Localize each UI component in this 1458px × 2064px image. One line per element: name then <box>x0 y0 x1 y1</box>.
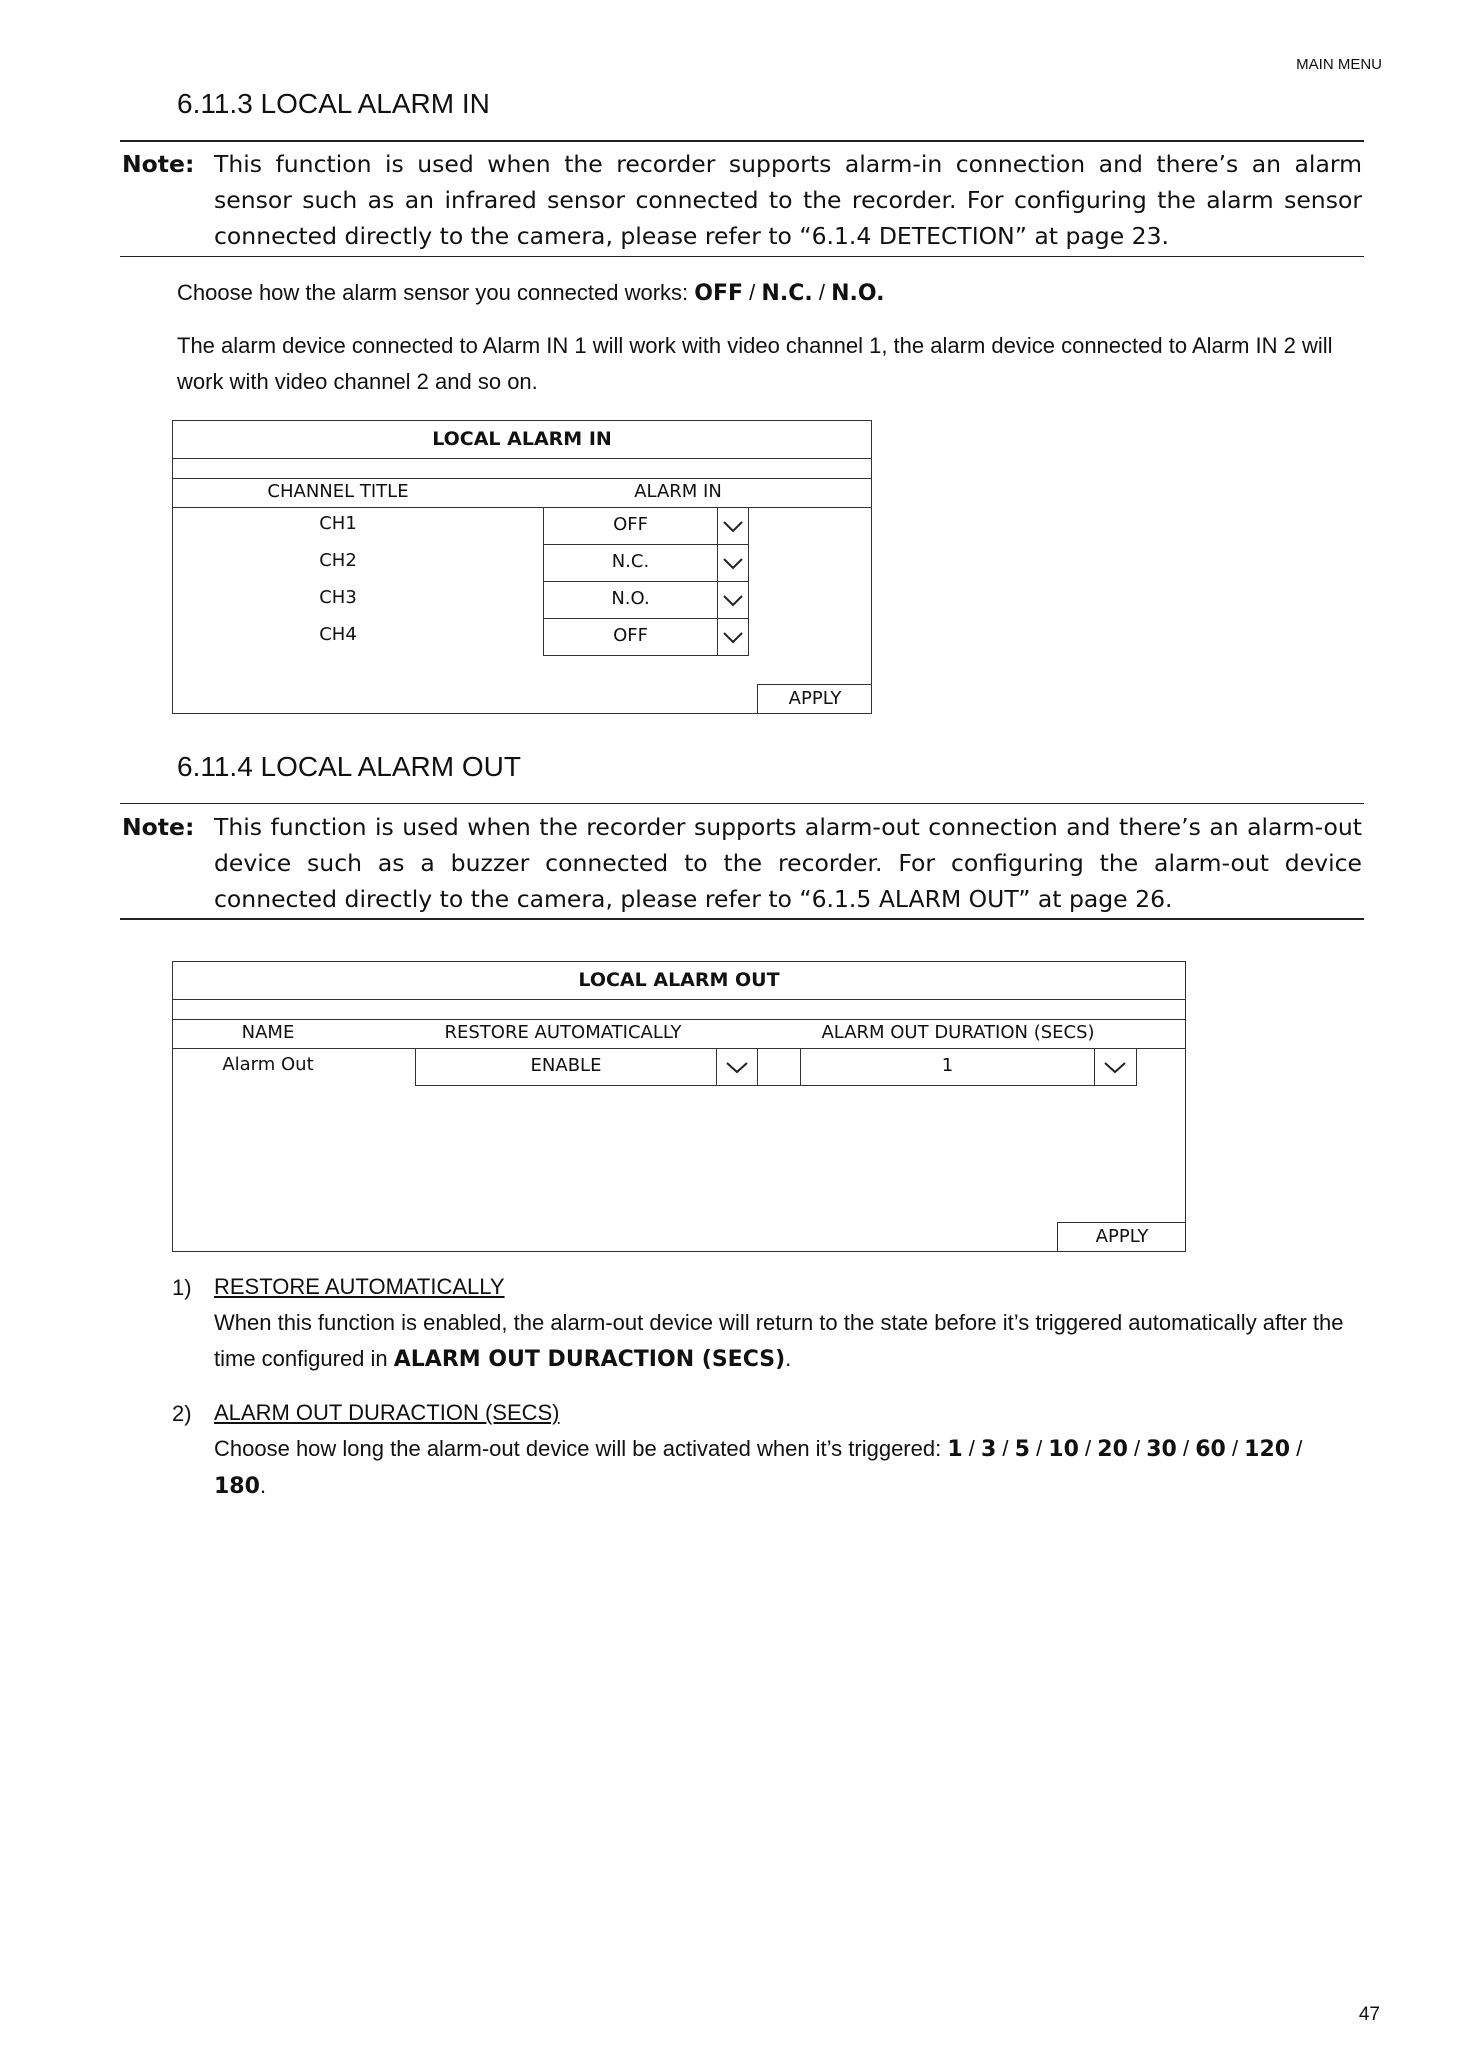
spacer-box <box>757 1048 801 1086</box>
chevron-down-icon[interactable] <box>717 581 749 619</box>
list-item-title: RESTORE AUTOMATICALLY <box>214 1274 505 1299</box>
divider <box>173 999 1185 1000</box>
list-item-duration <box>214 1395 1344 1505</box>
section-heading-alarm-in: 6.11.3 LOCAL ALARM IN <box>177 88 490 119</box>
duration-option: 10 <box>1048 1437 1079 1462</box>
chevron-down-icon[interactable] <box>716 1048 758 1086</box>
chevron-down-icon[interactable] <box>1094 1048 1137 1086</box>
duration-option: 1 <box>947 1437 963 1462</box>
alarm-in-select-ch1[interactable]: OFF <box>543 507 718 545</box>
sep: / <box>818 280 825 305</box>
col-header-restore: RESTORE AUTOMATICALLY <box>444 1022 682 1043</box>
list-item-text <box>214 1305 1370 1378</box>
alarm-in-select-ch4[interactable]: OFF <box>543 618 718 656</box>
alarm-in-description: The alarm device connected to Alarm IN 1 will work with video channel 1, the alarm device connected to Alarm IN 2 will work with video channel 2 and so on. <box>177 333 1333 394</box>
sep: / <box>1127 1436 1147 1461</box>
sep: / <box>962 1436 981 1461</box>
duration-select[interactable]: 1 <box>800 1048 1095 1086</box>
duration-option: 20 <box>1097 1437 1128 1462</box>
col-header-duration: ALARM OUT DURATION (SECS) <box>821 1022 1095 1043</box>
text-suffix: . <box>259 1473 267 1498</box>
chevron-down-icon[interactable] <box>717 544 749 582</box>
running-header: MAIN MENU <box>1296 56 1382 73</box>
channel-title: CH1 <box>319 513 357 534</box>
choose-line <box>177 275 1367 312</box>
channel-title: CH2 <box>319 550 357 571</box>
panel-title: LOCAL ALARM IN <box>432 428 612 450</box>
list-number: 1) <box>172 1275 192 1300</box>
text-suffix: . <box>785 1346 792 1371</box>
divider <box>173 1019 1185 1020</box>
divider <box>173 478 871 479</box>
list-item-text <box>214 1431 1344 1505</box>
note-label: Note: <box>122 150 195 178</box>
divider <box>173 507 871 508</box>
text-bold: ALARM OUT DURACTION (SECS) <box>393 1347 786 1372</box>
list-number: 2) <box>172 1401 192 1426</box>
col-header-alarm: ALARM IN <box>634 481 722 502</box>
duration-option: 5 <box>1014 1437 1030 1462</box>
sep: / <box>1029 1436 1049 1461</box>
page-number: 47 <box>1358 2004 1380 2025</box>
section-heading-alarm-out: 6.11.4 LOCAL ALARM OUT <box>177 751 521 782</box>
panel-title: LOCAL ALARM OUT <box>578 969 780 991</box>
chevron-down-icon[interactable] <box>717 618 749 656</box>
note-rule-top <box>120 803 1364 804</box>
note-rule-bottom <box>120 256 1364 257</box>
duration-option: 30 <box>1146 1437 1177 1462</box>
text-prefix: When this function is enabled, the alarm-out device will return to the state before it’s triggered automatically after the time configured in <box>214 1310 1344 1371</box>
col-header-channel: CHANNEL TITLE <box>267 481 409 502</box>
sep: / <box>1290 1436 1303 1461</box>
restore-select[interactable]: ENABLE <box>415 1048 717 1086</box>
apply-button[interactable]: APPLY <box>1057 1222 1186 1252</box>
local-alarm-out-panel <box>172 961 1186 1252</box>
alarm-out-name: Alarm Out <box>222 1054 314 1075</box>
chevron-down-icon[interactable] <box>717 507 749 545</box>
opt-no: N.O. <box>831 281 885 306</box>
sep: / <box>996 1436 1015 1461</box>
divider <box>173 458 871 459</box>
channel-title: CH3 <box>319 587 357 608</box>
list-item-title: ALARM OUT DURACTION (SECS) <box>214 1400 560 1425</box>
list-item-restore <box>214 1269 1370 1378</box>
sep: / <box>1176 1436 1196 1461</box>
note-alarm-out <box>120 807 1362 919</box>
choose-prefix: Choose how the alarm sensor you connected works: <box>177 280 695 305</box>
note-rule-top <box>120 140 1364 142</box>
alarm-in-select-ch2[interactable]: N.C. <box>543 544 718 582</box>
sep: / <box>1225 1436 1245 1461</box>
sep: / <box>1078 1436 1098 1461</box>
duration-option: 3 <box>980 1437 997 1462</box>
note-alarm-in <box>120 144 1362 256</box>
duration-option: 120 <box>1244 1437 1291 1462</box>
note-text: This function is used when the recorder supports alarm-out connection and there’s an alarm-out device such as a buzzer connected to the recorder. For configuring the alarm-out device connected directly to the camera, please refer to “6.1.5 ALARM OUT” at page 26. <box>214 813 1362 913</box>
duration-option: 60 <box>1195 1437 1226 1462</box>
note-text: This function is used when the recorder supports alarm-in connection and there’s an alarm sensor such as an infrared sensor connected to the recorder. For configuring the alarm sensor connected directly to the camera, please refer to “6.1.4 DETECTION” at page 23. <box>214 150 1362 250</box>
duration-option: 180 <box>214 1474 260 1499</box>
alarm-in-select-ch3[interactable]: N.O. <box>543 581 718 619</box>
opt-off: OFF <box>694 281 744 306</box>
sep: / <box>749 280 756 305</box>
channel-title: CH4 <box>319 624 357 645</box>
local-alarm-in-panel <box>172 420 872 714</box>
text-prefix: Choose how long the alarm-out device will be activated when it’s triggered: <box>214 1436 948 1461</box>
col-header-name: NAME <box>241 1022 295 1043</box>
opt-nc: N.C. <box>761 281 813 306</box>
note-label: Note: <box>122 813 195 841</box>
apply-button[interactable]: APPLY <box>757 684 872 714</box>
note-rule-bottom <box>120 918 1364 920</box>
